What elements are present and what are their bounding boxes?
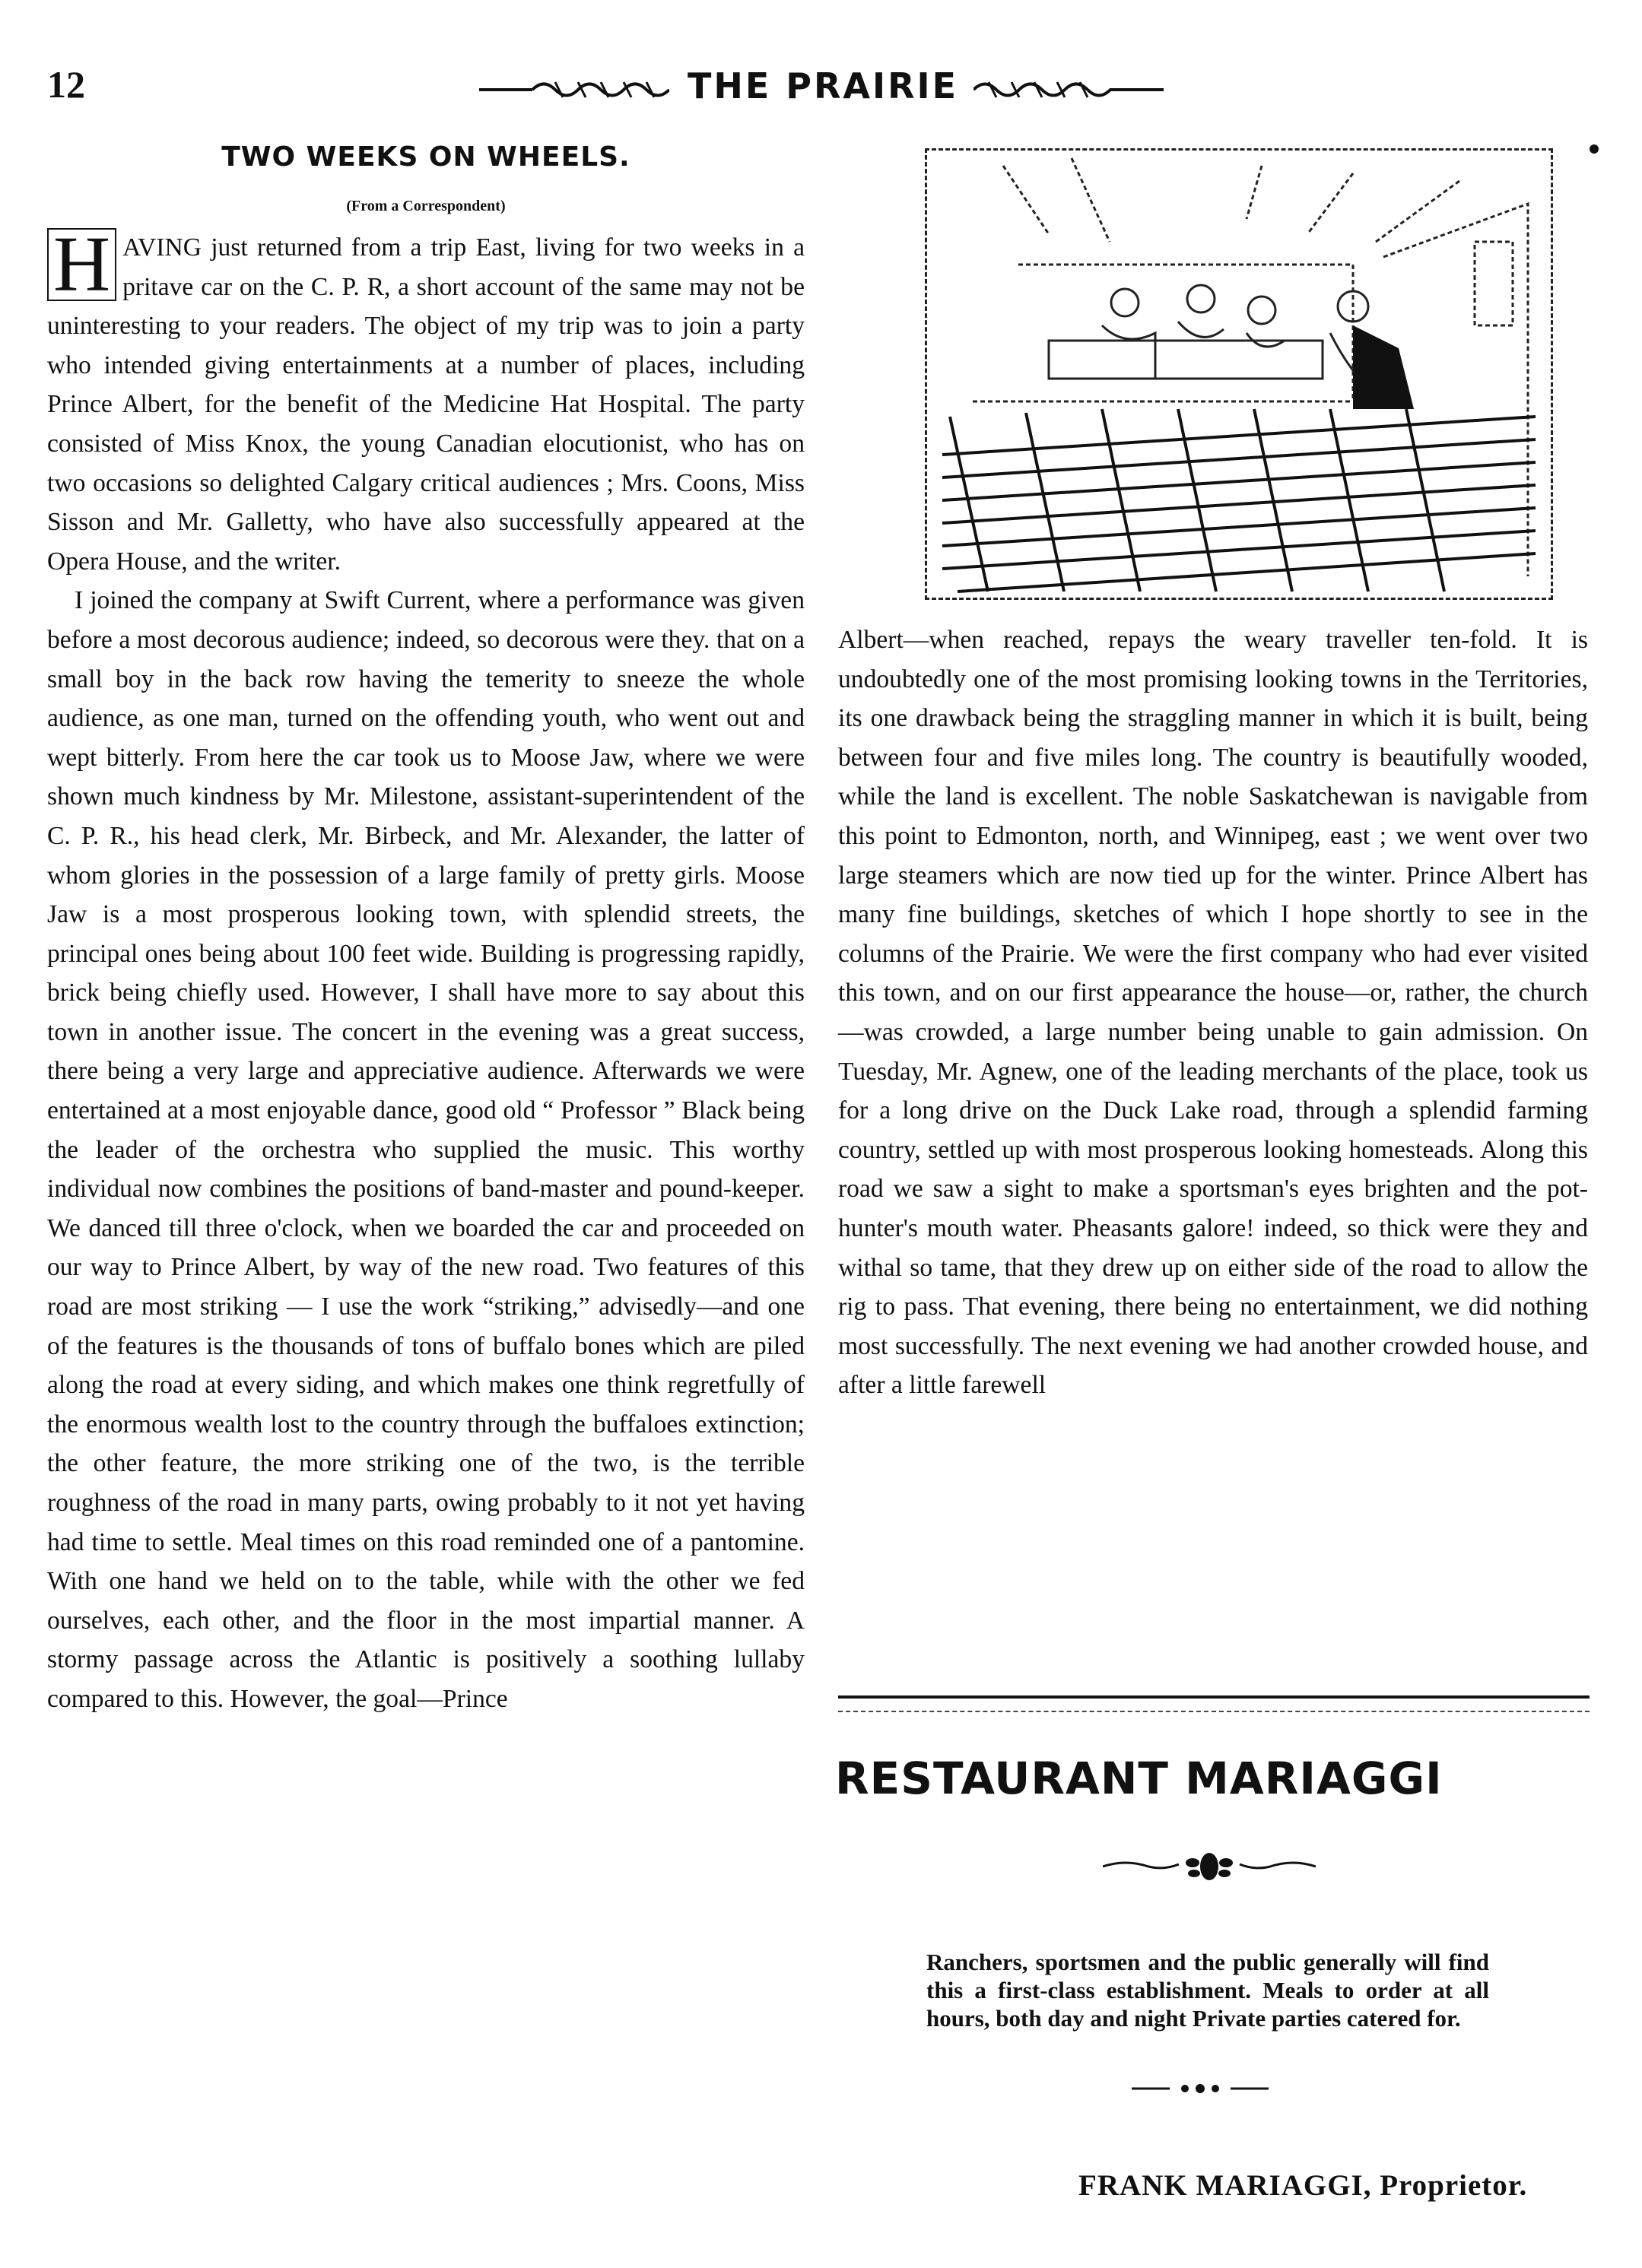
page-number: 12 — [47, 63, 85, 106]
advertisement-proprietor: FRANK MARIAGGI, Proprietor. — [1078, 2169, 1528, 2202]
advertisement-heading: RESTAURANT MARIAGGI — [835, 1753, 1443, 1804]
article-left-column — [47, 220, 805, 1719]
drop-cap: H — [47, 228, 116, 301]
small-ornament — [1132, 2079, 1269, 2098]
section-divider-dashed — [838, 1711, 1590, 1712]
railcar-interior-illustration — [925, 148, 1553, 600]
masthead-title: THE PRAIRIE — [687, 65, 959, 106]
ink-dot — [1590, 144, 1599, 154]
masthead-right-flourish — [973, 75, 1164, 105]
masthead — [479, 59, 1164, 120]
article-paragraph — [47, 220, 805, 581]
advertisement-body — [926, 1948, 1489, 2032]
floral-ornament — [1103, 1848, 1316, 1886]
dining-scene-sketch — [927, 151, 1551, 598]
masthead-left-flourish — [479, 75, 669, 105]
article-right-column — [838, 620, 1588, 1405]
section-divider — [838, 1695, 1590, 1699]
article-paragraph: Albert—when reached, repays the weary traveller ten-fold. It is undoubtedly one of the most promising looking towns in the Territories, its one drawback being the straggling manner in which it is built, being between four and five miles long. The country is beautifully wooded, while the land is excellent. The noble Saskatchewan is navigable from this point to Edmonton, north, and Winnipeg, east ; we went over two large steamers which are now tied up for the winter. Prince Albert has many fine buildings, sketches of which I hope shortly to see in the columns of the Prairie. We were the first company who had ever visited this town, and on our first appearance the house—or, rather, the church—was crowded, a large number being unable to gain admission. On Tuesday, Mr. Agnew, one of the leading merchants of the place, took us for a long drive on the Duck Lake road, through a splendid farming country, settled up with most prosperous looking homesteads. Along this road we saw a sight to make a sportsman's eyes brighten and the pot-hunter's mouth water. Pheasants galore! indeed, so thick were they and withal so tame, that they drew up on either side of the road to allow the rig to pass. That evening, there being no entertainment, we did nothing most successfully. The next evening we had another crowded house, and after a little farewell — [838, 626, 1588, 1400]
article-paragraph-text: AVING just returned from a trip East, living for two weeks in a pritave car on the C. P. R, a short account of the same may not be uninteresting to your readers. The object of my trip was to join a party who intended giving entertainments at a number of places, including Prince Albert, for the benefit of the Medicine Hat Hospital. The party consisted of Miss Knox, the young Canadian elocutionist, who has on two occasions so delighted Calgary critical audiences ; Mrs. Coons, Miss Sisson and Mr. Galletty, who have also successfully appeared at the Opera House, and the writer. — [47, 233, 805, 576]
article-title: TWO WEEKS ON WHEELS. — [221, 141, 630, 173]
advertisement-text: Ranchers, sportsmen and the public generally will find this a first-class establishment. Meals to order at all hours, both day and night Private parties catered for. — [926, 1949, 1489, 2032]
article-paragraph: I joined the company at Swift Current, where a performance was given before a most decorous audience; indeed, so decorous were they. that on a small boy in the back row having the temerity to sneeze the whole audience, as one man, turned on the offending youth, who went out and wept bitterly. From here the car took us to Moose Jaw, where we were shown much kindness by Mr. Milestone, assistant-superintendent of the C. P. R., his head clerk, Mr. Birbeck, and Mr. Alexander, the latter of whom glories in the possession of a large family of pretty girls. Moose Jaw is a most prosperous looking town, with splendid streets, the principal ones being about 100 feet wide. Building is progressing rapidly, brick being chiefly used. However, I shall have more to say about this town in another issue. The concert in the evening was a great success, there being a very large and appreciative audience. Afterwards we were entertained at a most enjoyable dance, good old “ Professor ” Black being the leader of the orchestra who supplied the music. This worthy individual now combines the positions of band-master and pound-keeper. We danced till three o'clock, when we boarded the car and proceeded on our way to Prince Albert, by way of the new road. Two features of this road are most striking — I use the work “striking,” advisedly—and one of the features is the thousands of tons of buffalo bones which are piled along the road at every siding, and which makes one think regretfully of the enormous wealth lost to the country through the buffaloes extinction; the other feature, the more striking one of the two, is the terrible roughness of the road in many parts, owing probably to it not yet having had time to settle. Meal times on this road reminded one of a pantomine. With one hand we held on to the table, while with the other we fed ourselves, each other, and the floor in the most impartial manner. A stormy passage across the Atlantic is positively a soothing lullaby compared to this. However, the goal—Prince — [47, 586, 805, 1713]
article-byline: (From a Correspondent) — [346, 198, 506, 214]
